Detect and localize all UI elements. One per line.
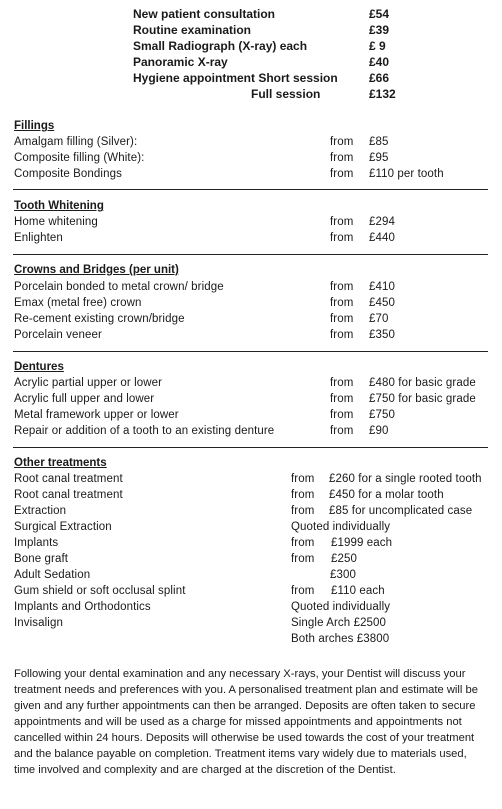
section-divider: [13, 351, 488, 352]
hygiene-short-price: £66: [369, 71, 390, 85]
list-item-from: from: [291, 585, 315, 597]
list-item-label: Implants and Orthodontics: [14, 601, 151, 613]
list-item-from: from: [330, 216, 354, 228]
list-item-label: Bone graft: [14, 553, 69, 565]
list-item-label: Root canal treatment: [14, 489, 123, 501]
list-item-label: Amalgam filling (Silver):: [14, 136, 138, 148]
list-item-price: £85: [369, 136, 389, 148]
list-item-price: £410: [369, 281, 395, 293]
list-item-from: from: [330, 425, 354, 437]
list-item-label: Invisalign: [14, 617, 63, 629]
list-item-from: from: [291, 537, 315, 549]
list-item-price: £300: [330, 569, 356, 581]
radiograph-label: Small Radiograph (X-ray) each: [133, 39, 308, 53]
list-item-label: Acrylic partial upper or lower: [14, 377, 163, 389]
consultation-price: £54: [369, 7, 390, 21]
list-item-from: from: [330, 329, 354, 341]
list-item-from: from: [330, 313, 354, 325]
section-divider: [13, 189, 488, 190]
list-item-from: from: [330, 393, 354, 405]
list-item-price: £440: [369, 232, 395, 244]
hygiene-full-label: Full session: [251, 87, 321, 101]
list-item-price: £110 per tooth: [369, 168, 444, 180]
list-item-price: £450 for a molar tooth: [329, 489, 444, 501]
list-item-from: from: [330, 377, 354, 389]
list-item-price: £750 for basic grade: [369, 393, 476, 405]
section-divider: [13, 447, 488, 448]
panoramic-price: £40: [369, 55, 390, 69]
hygiene-short-label: Hygiene appointment Short session: [133, 71, 338, 85]
section-title-other: Other treatments: [14, 457, 107, 469]
routine-exam-label: Routine examination: [133, 23, 252, 37]
list-item-from: from: [330, 168, 354, 180]
list-item-label: Acrylic full upper and lower: [14, 393, 155, 405]
list-item-label: Composite filling (White):: [14, 152, 145, 164]
list-item-price: £90: [369, 425, 389, 437]
footer-paragraph: Following your dental examination and any necessary X-rays, your Dentist will discuss your treatment needs and preferences with you. A personalised treatment plan and estimate will be given and any further appointments can then be arranged. Deposits are often taken to secure appointments and will be used as a charge for missed appointments and appointments not cancelled within 24 hours. Deposits will otherwise be used towards the cost of your treatment and the balance payable on completion. Treatment items vary widely due to materials used, time involved and complexity and are charged at the discretion of the Dentist.: [14, 668, 478, 776]
hygiene-full-price: £132: [369, 87, 396, 101]
list-item-label: Composite Bondings: [14, 168, 122, 180]
list-item-from: from: [291, 505, 315, 517]
list-item-from: from: [291, 489, 315, 501]
list-item-label: Repair or addition of a tooth to an existing denture: [14, 425, 275, 437]
section-title-dentures: Dentures: [14, 361, 64, 373]
list-item-price: £750: [369, 409, 395, 421]
section-divider: [13, 254, 488, 255]
section-title-crowns: Crowns and Bridges (per unit): [14, 264, 179, 276]
list-item-price: £85 for uncomplicated case: [329, 505, 473, 517]
list-item-from: from: [330, 409, 354, 421]
list-item-price: £1999 each: [331, 537, 393, 549]
list-item-label: Porcelain veneer: [14, 329, 102, 341]
list-item-from: from: [330, 152, 354, 164]
consultation-label: New patient consultation: [133, 7, 276, 21]
list-item-price: £294: [369, 216, 395, 228]
list-item-from: from: [330, 232, 354, 244]
radiograph-price: £ 9: [369, 39, 386, 53]
section-title-whitening: Tooth Whitening: [14, 200, 104, 212]
list-item-label: Root canal treatment: [14, 473, 123, 485]
list-item-from: from: [330, 281, 354, 293]
list-item-price: £350: [369, 329, 395, 341]
list-item-from: from: [291, 553, 315, 565]
list-item-label: Emax (metal free) crown: [14, 297, 142, 309]
list-item-label: Metal framework upper or lower: [14, 409, 179, 421]
list-item-label: Extraction: [14, 505, 67, 517]
list-item-price: Both arches £3800: [291, 633, 390, 645]
routine-exam-price: £39: [369, 23, 390, 37]
list-item-price: Single Arch £2500: [291, 617, 387, 629]
list-item-price: £95: [369, 152, 389, 164]
list-item-label: Gum shield or soft occlusal splint: [14, 585, 186, 597]
section-title-fillings: Fillings: [14, 120, 55, 132]
list-item-price: £480 for basic grade: [369, 377, 476, 389]
list-item-from: from: [330, 136, 354, 148]
list-item-label: Porcelain bonded to metal crown/ bridge: [14, 281, 224, 293]
panoramic-label: Panoramic X-ray: [133, 55, 228, 69]
list-item-from: from: [291, 473, 315, 485]
list-item-from: from: [330, 297, 354, 309]
list-item-label: Adult Sedation: [14, 569, 91, 581]
list-item-label: Re-cement existing crown/bridge: [14, 313, 185, 325]
list-item-price: £260 for a single rooted tooth: [329, 473, 482, 485]
list-item-price: £250: [331, 553, 357, 565]
list-item-price: £110 each: [331, 585, 385, 597]
list-item-label: Enlighten: [14, 232, 63, 244]
list-item-price: £70: [369, 313, 389, 325]
list-item-label: Surgical Extraction: [14, 521, 112, 533]
list-item-price: £450: [369, 297, 395, 309]
list-item-label: Implants: [14, 537, 59, 549]
list-item-label: Home whitening: [14, 216, 98, 228]
list-item-price: Quoted individually: [291, 521, 391, 533]
list-item-price: Quoted individually: [291, 601, 391, 613]
